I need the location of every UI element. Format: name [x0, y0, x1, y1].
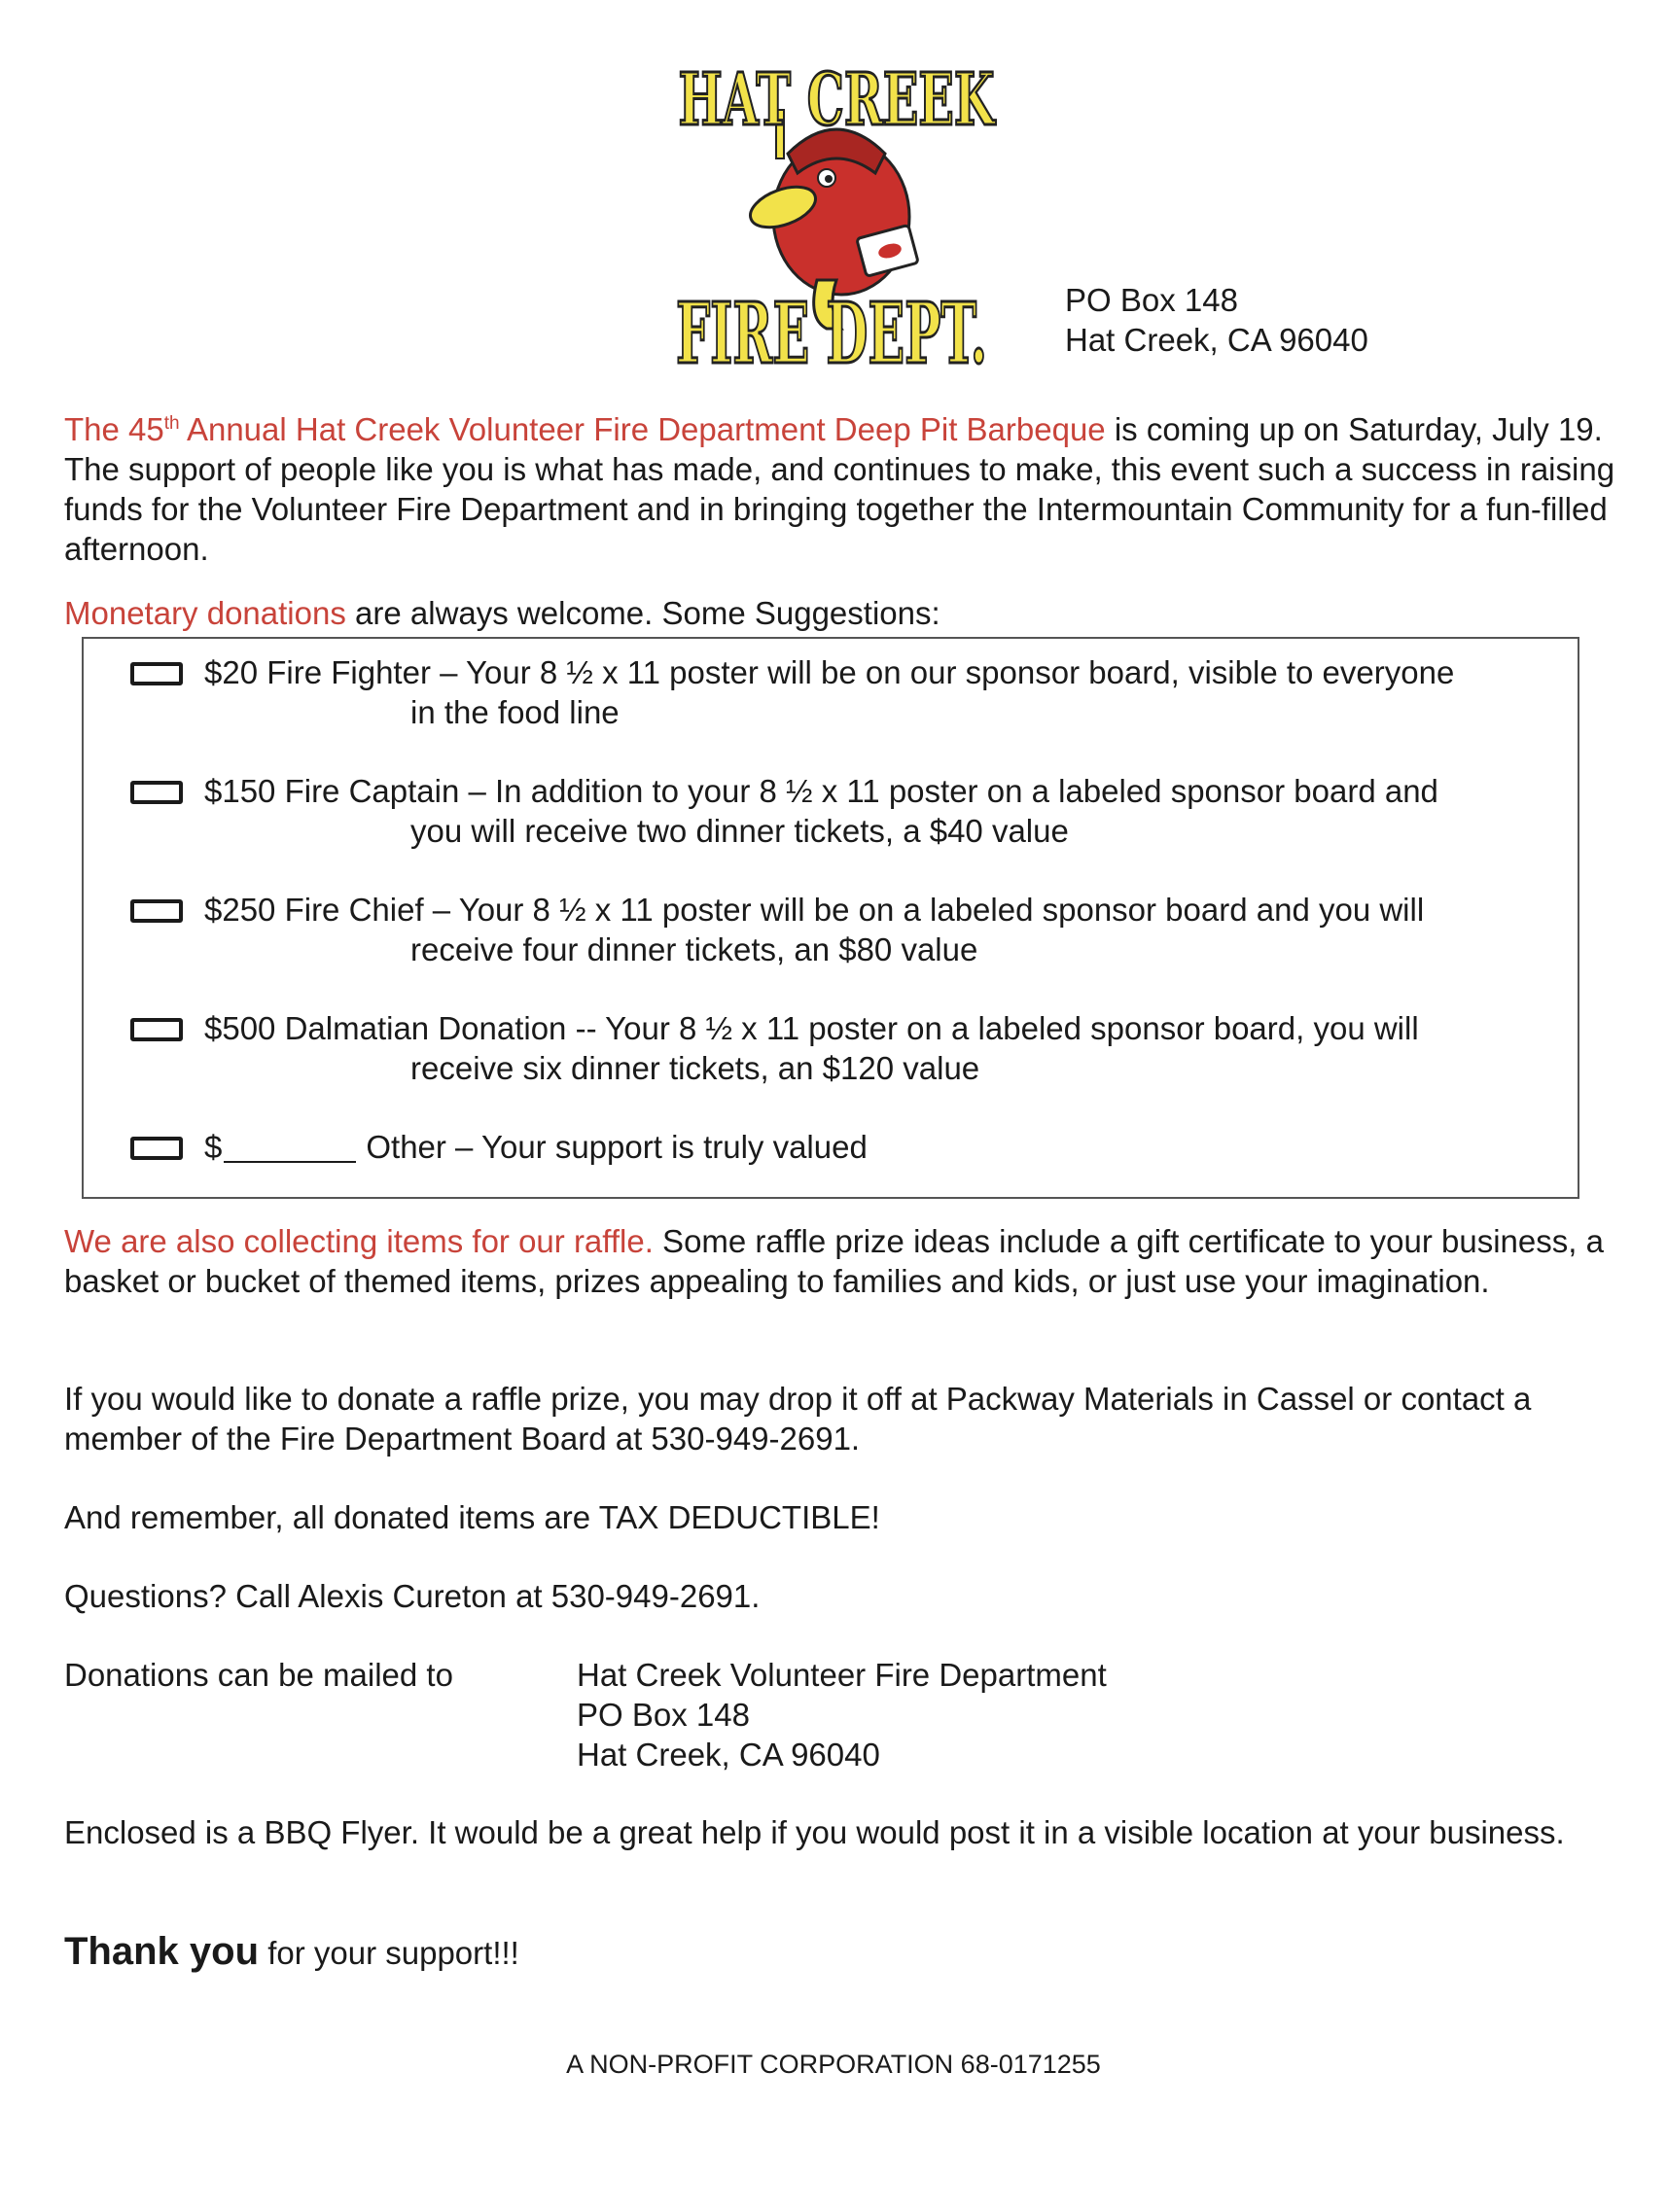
thank-you-line: Thank you for your support!!!: [64, 1930, 519, 1973]
address-line-1: PO Box 148: [1065, 282, 1238, 318]
option-text: $150 Fire Captain – In addition to your 8 ½ x 11 poster on a labeled sponsor board and: [204, 773, 1438, 809]
monetary-donations-heading: Monetary donations are always welcome. Some Suggestions:: [64, 595, 940, 631]
event-title: The 45th Annual Hat Creek Volunteer Fire Department Deep Pit Barbeque: [64, 411, 1106, 447]
logo-top-text: HAT CREEK: [678, 58, 997, 142]
donation-options-box: [82, 637, 1579, 1199]
tax-deductible-note: And remember, all donated items are TAX DEDUCTIBLE!: [64, 1499, 880, 1535]
logo-bottom-text: FIRE DEPT.: [676, 285, 987, 372]
footer-nonprofit: A NON-PROFIT CORPORATION 68-0171255: [566, 2050, 1101, 2079]
hat-creek-fire-dept-logo: [671, 37, 1002, 372]
header-address: [1065, 280, 1368, 360]
raffle-paragraph: We are also collecting items for our raffle. Some raffle prize ideas include a gift certificate to your business, a basket or bucket of themed items, prizes appealing to families and kids, or just use your imagination.: [64, 1223, 1604, 1299]
checkbox-fire-chief[interactable]: [130, 899, 183, 923]
checkbox-fire-fighter[interactable]: [130, 662, 183, 685]
option-text: $250 Fire Chief – Your 8 ½ x 11 poster will be on a labeled sponsor board and you will: [204, 892, 1425, 928]
option-text: $20 Fire Fighter – Your 8 ½ x 11 poster will be on our sponsor board, visible to everyone: [204, 654, 1455, 690]
other-option-text: Other – Your support is truly valued: [366, 1129, 868, 1165]
option-text-cont: you will receive two dinner tickets, a $40 value: [410, 813, 1069, 849]
flyer-paragraph: Enclosed is a BBQ Flyer. It would be a great help if you would post it in a visible location at your business.: [64, 1814, 1565, 1850]
intro-body: is coming up on Saturday, July 19. The support of people like you is what has made, and continues to make, this event such a success in raising funds for the Volunteer Fire Department and in bringing together the Intermountain Community for a fun-filled afternoon.: [64, 411, 1615, 567]
mail-address-line-1: Hat Creek Volunteer Fire Department: [577, 1657, 1107, 1693]
intro-paragraph: [64, 409, 1620, 569]
mail-address-line-2: PO Box 148: [577, 1697, 750, 1733]
option-text-cont: receive six dinner tickets, an $120 value: [410, 1050, 980, 1086]
other-amount-blank[interactable]: [224, 1132, 356, 1163]
checkbox-dalmatian[interactable]: [130, 1018, 183, 1041]
option-text: $500 Dalmatian Donation -- Your 8 ½ x 11 poster on a labeled sponsor board, you will: [204, 1010, 1419, 1046]
questions-line: Questions? Call Alexis Cureton at 530-949-2691.: [64, 1578, 761, 1614]
mail-label: Donations can be mailed to: [64, 1657, 453, 1693]
option-text-cont: in the food line: [410, 694, 620, 730]
option-text-cont: receive four dinner tickets, an $80 value: [410, 931, 978, 967]
dropoff-paragraph: If you would like to donate a raffle prize, you may drop it off at Packway Materials in Cassel or contact a member of the Fire Department Board at 530-949-2691.: [64, 1381, 1532, 1457]
checkbox-fire-captain[interactable]: [130, 781, 183, 804]
other-dollar-sign: $: [204, 1129, 223, 1165]
address-line-2: Hat Creek, CA 96040: [1065, 322, 1368, 358]
checkbox-other[interactable]: [130, 1137, 183, 1160]
mail-address: [577, 1655, 1107, 1774]
mail-address-line-3: Hat Creek, CA 96040: [577, 1737, 880, 1773]
